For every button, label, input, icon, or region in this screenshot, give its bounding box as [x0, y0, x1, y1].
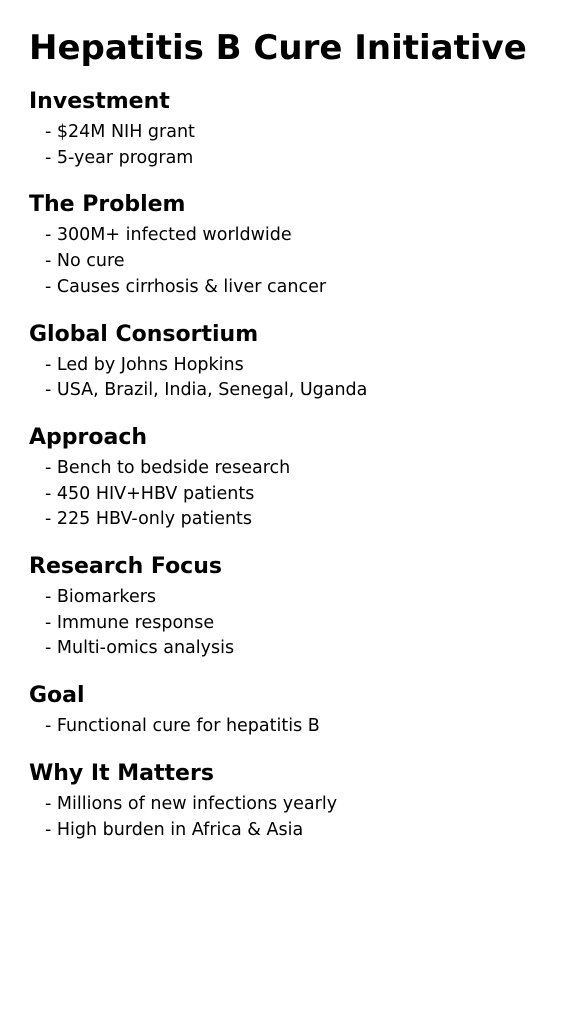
bullet-dash: - — [45, 793, 57, 814]
bullet-list — [29, 353, 559, 404]
bullet-item — [45, 507, 559, 533]
bullet-text: Biomarkers — [56, 587, 157, 608]
bullet-dash: - — [45, 716, 57, 737]
bullet-item — [45, 275, 559, 301]
section — [29, 88, 559, 171]
section-heading: Approach — [29, 424, 148, 450]
bullet-item — [45, 792, 559, 818]
section-heading: Global Consortium — [29, 321, 259, 347]
page-title: Hepatitis B Cure Initiative — [29, 28, 527, 68]
bullet-item — [45, 611, 559, 637]
bullet-text: No cure — [56, 251, 125, 272]
section-heading: Why It Matters — [29, 760, 214, 786]
bullet-dash: - — [45, 638, 57, 659]
sections-container — [29, 88, 559, 843]
section — [29, 760, 559, 843]
bullet-dash: - — [45, 147, 57, 168]
bullet-dash: - — [45, 225, 57, 246]
bullet-dash: - — [45, 587, 57, 608]
section — [29, 191, 559, 300]
bullet-text: Functional cure for hepatitis B — [56, 716, 320, 737]
bullet-text: Bench to bedside research — [56, 457, 291, 478]
bullet-list — [29, 120, 559, 171]
bullet-text: Led by Johns Hopkins — [56, 354, 244, 375]
bullet-list — [29, 792, 559, 843]
section-heading: Investment — [29, 89, 170, 114]
bullet-dash: - — [45, 276, 57, 297]
bullet-item — [45, 146, 559, 172]
bullet-dash: - — [45, 457, 57, 478]
bullet-dash: - — [45, 251, 57, 272]
section — [29, 321, 559, 404]
bullet-text: 5-year program — [56, 147, 194, 168]
section-heading: Research Focus — [29, 554, 222, 580]
bullet-item — [45, 714, 559, 740]
bullet-text: 225 HBV-only patients — [56, 509, 253, 530]
bullet-text: USA, Brazil, India, Senegal, Uganda — [56, 380, 368, 401]
bullet-item — [45, 482, 559, 508]
bullet-item — [45, 378, 559, 404]
bullet-list — [29, 585, 559, 662]
bullet-dash: - — [45, 354, 57, 375]
bullet-item — [45, 353, 559, 379]
bullet-text: Multi-omics analysis — [56, 638, 235, 659]
bullet-dash: - — [45, 122, 57, 142]
bullet-text: Millions of new infections yearly — [56, 793, 338, 814]
bullet-item — [45, 249, 559, 275]
bullet-list — [29, 456, 559, 533]
document — [29, 26, 559, 843]
bullet-list — [29, 223, 559, 300]
bullet-text: Causes cirrhosis & liver cancer — [56, 276, 327, 297]
section — [29, 424, 559, 533]
bullet-dash: - — [45, 483, 57, 504]
section-heading: The Problem — [29, 192, 186, 218]
bullet-item — [45, 456, 559, 482]
bullet-text: High burden in Africa & Asia — [56, 819, 304, 840]
bullet-list — [29, 714, 559, 740]
bullet-text: 300M+ infected worldwide — [56, 225, 292, 246]
bullet-text: Immune response — [56, 612, 215, 633]
bullet-text: 450 HIV+HBV patients — [56, 483, 255, 504]
bullet-dash: - — [45, 612, 57, 633]
bullet-text: $24M NIH grant — [56, 122, 195, 142]
bullet-item — [45, 585, 559, 611]
bullet-item — [45, 120, 559, 146]
bullet-item — [45, 818, 559, 844]
section — [29, 682, 559, 740]
section — [29, 553, 559, 662]
bullet-dash: - — [45, 380, 57, 401]
bullet-item — [45, 223, 559, 249]
bullet-item — [45, 636, 559, 662]
section-heading: Goal — [29, 683, 85, 709]
bullet-dash: - — [45, 509, 57, 530]
bullet-dash: - — [45, 819, 57, 840]
